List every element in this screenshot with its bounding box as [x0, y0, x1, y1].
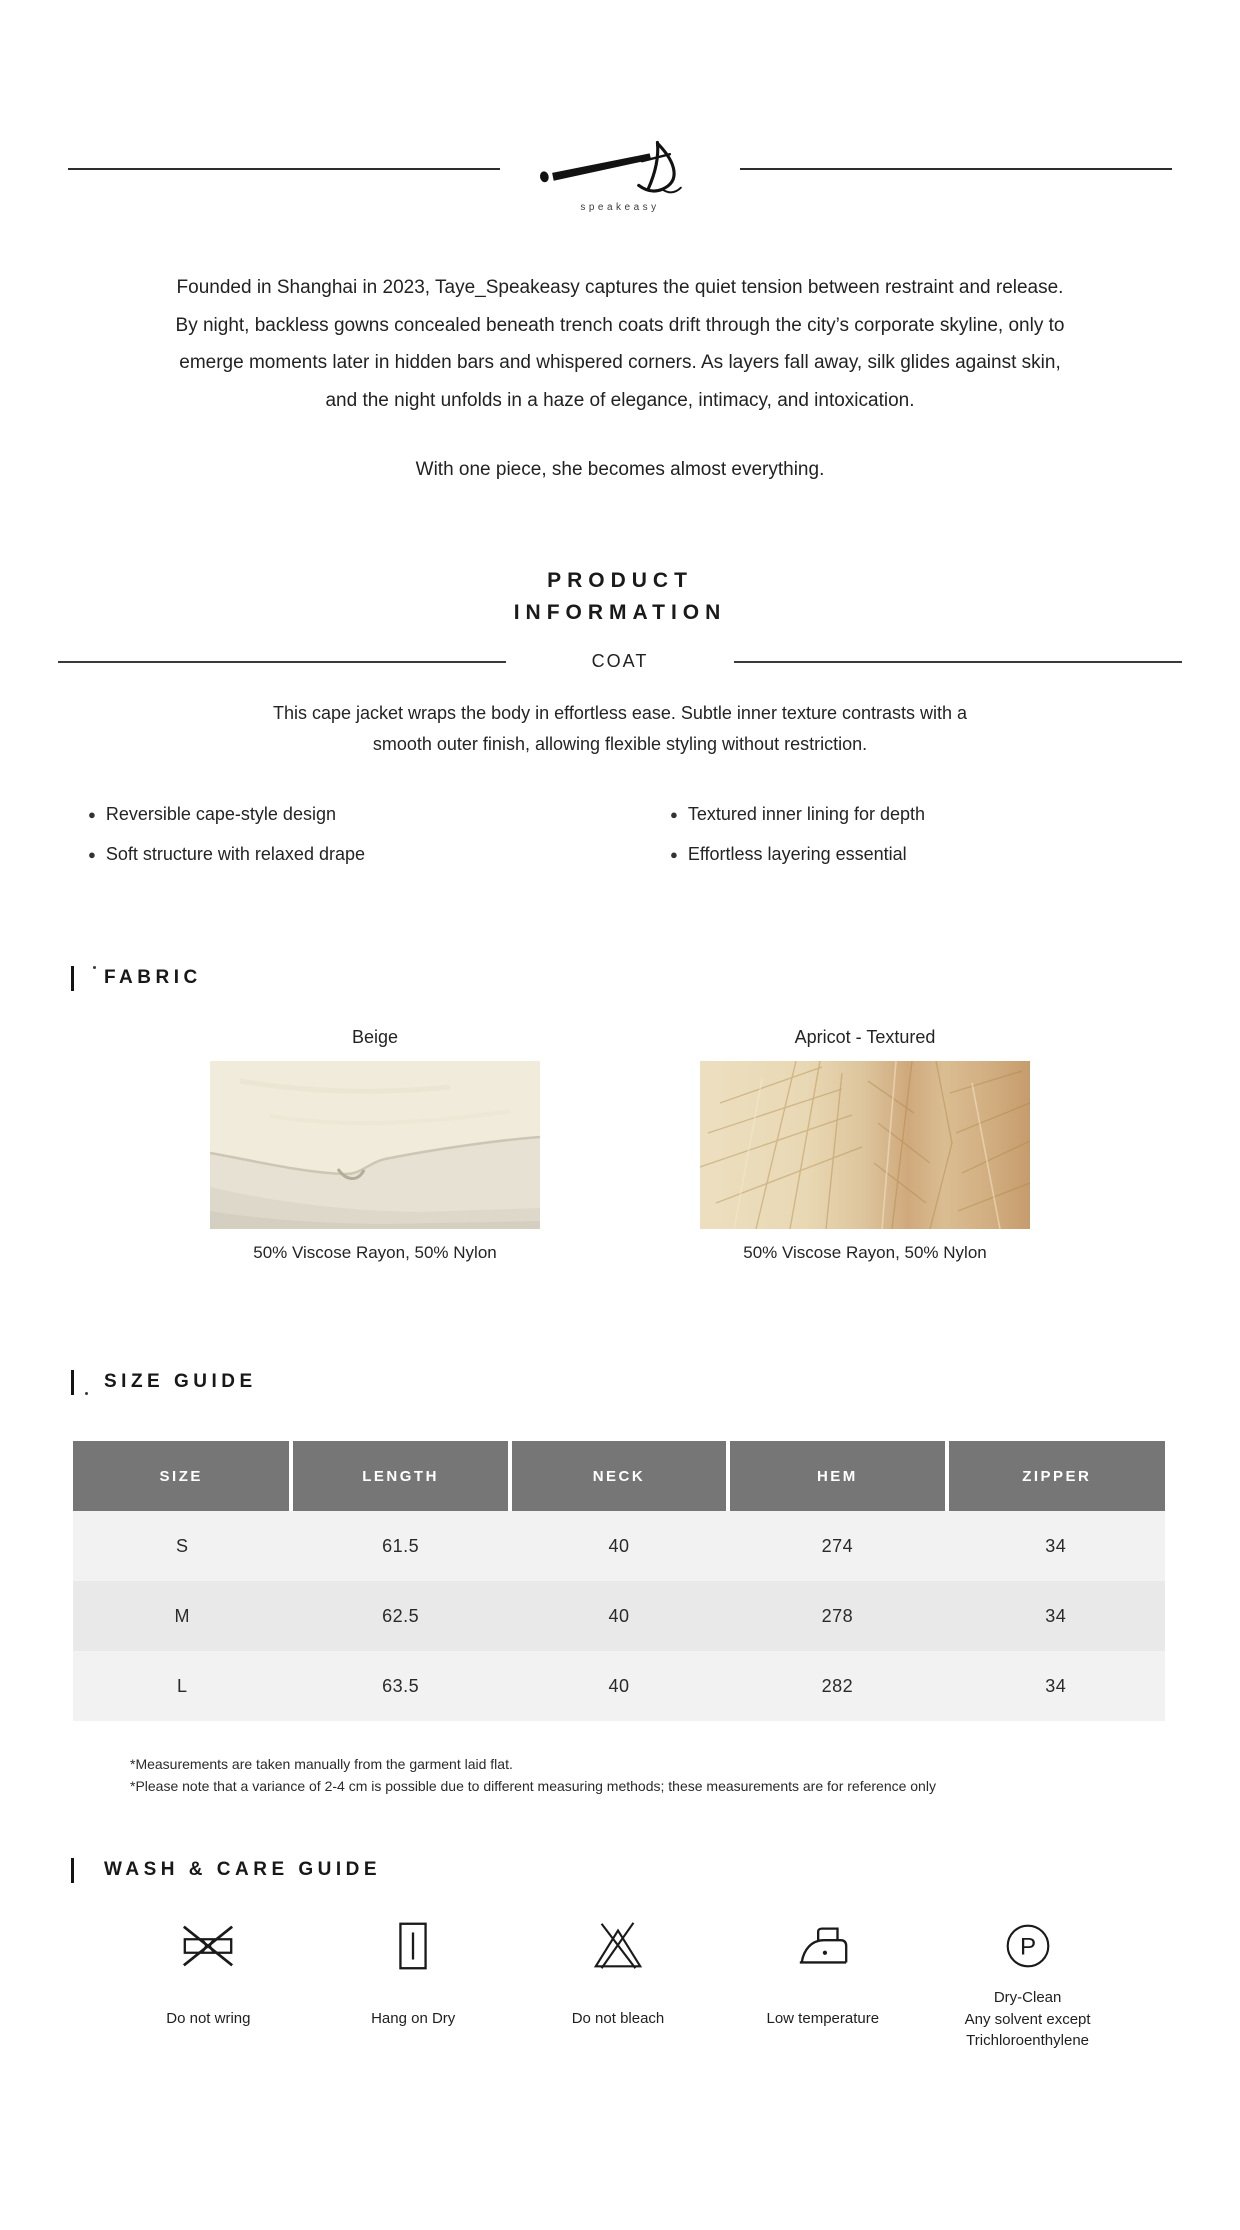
bullet-icon: ● — [88, 847, 96, 862]
brand-divider — [0, 130, 1240, 208]
fabric-swatch-beige-image — [210, 1061, 540, 1229]
column-header-hem: HEM — [728, 1441, 946, 1511]
brand-tagline: With one piece, she becomes almost everything. — [415, 459, 825, 480]
do-not-wring-icon — [179, 1917, 237, 1975]
column-header-zipper: ZIPPER — [947, 1441, 1165, 1511]
wash-care-section-heading: WASH & CARE GUIDE — [71, 1857, 1240, 1883]
fabric-composition: 50% Viscose Rayon, 50% Nylon — [743, 1243, 987, 1262]
fabric-swatch-apricot — [700, 1027, 1030, 1263]
size-table-header-row — [73, 1441, 1165, 1511]
product-information-title: PRODUCT INFORMATION — [513, 569, 727, 624]
care-item-hang-on-dry — [311, 1917, 516, 2052]
intro-line: By night, backless gowns concealed beneath trench coats drift through the city’s corporate skyline, only to — [175, 314, 1065, 336]
fabric-section-heading: FABRIC — [71, 965, 1240, 991]
fabric-swatch-grid — [0, 1027, 1240, 1263]
feature-item: ● Effortless layering essential — [670, 840, 1200, 869]
care-item-do-not-wring — [106, 1917, 311, 2052]
category-divider — [0, 651, 1240, 672]
heading-accent-bar — [71, 966, 74, 991]
do-not-bleach-icon — [589, 1917, 647, 1975]
divider-line-left — [68, 168, 500, 170]
dry-clean-p-icon — [999, 1917, 1057, 1975]
divider-line-right — [740, 168, 1172, 170]
intro-line: Founded in Shanghai in 2023, Taye_Speakeasy captures the quiet tension between restraint and release. — [176, 277, 1064, 298]
fabric-swatch-beige — [210, 1027, 540, 1263]
note-line: *Measurements are taken manually from the garment laid flat. — [130, 1756, 513, 1772]
divider-line-left — [58, 661, 506, 663]
fabric-swatch-label: Apricot - Textured — [794, 1027, 936, 1047]
column-header-length: LENGTH — [291, 1441, 509, 1511]
feature-item: ● Reversible cape-style design — [88, 800, 670, 829]
bullet-icon: ● — [670, 847, 678, 862]
table-row-size-m: M 62.5 40 278 34 — [73, 1581, 1165, 1651]
brand-intro-paragraph — [0, 269, 1240, 419]
size-guide-section-heading: SIZE GUIDE — [71, 1369, 1240, 1395]
category-label: COAT — [591, 651, 649, 671]
care-label: Low temperature — [766, 2010, 880, 2027]
feature-item: ● Textured inner lining for depth — [670, 800, 1200, 829]
care-label: Do not wring — [166, 2010, 251, 2027]
divider-line-right — [734, 661, 1182, 663]
intro-line: emerge moments later in hidden bars and whispered corners. As layers fall away, silk glides against skin, — [179, 352, 1061, 373]
feature-item: ● Soft structure with relaxed drape — [88, 840, 670, 869]
table-row-size-s: S 61.5 40 274 34 — [73, 1511, 1165, 1581]
care-item-dry-clean — [925, 1917, 1130, 2052]
intro-line: and the night unfolds in a haze of elegance, intimacy, and intoxication. — [325, 389, 915, 411]
bullet-icon: ● — [88, 807, 96, 822]
feature-list — [0, 800, 1240, 869]
care-label: Dry-Clean Any solvent except Trichloroenthylene — [964, 1989, 1091, 2049]
fabric-composition: 50% Viscose Rayon, 50% Nylon — [253, 1243, 497, 1262]
fabric-swatch-label: Beige — [351, 1027, 399, 1047]
care-label: Do not bleach — [571, 2010, 665, 2027]
care-item-do-not-bleach — [516, 1917, 721, 2052]
svg-text:P: P — [1019, 1933, 1036, 1961]
heading-accent-bar — [71, 1370, 74, 1395]
ink-dot — [93, 966, 96, 969]
brand-wordmark: speakeasy — [580, 202, 660, 213]
column-header-size: SIZE — [73, 1441, 291, 1511]
iron-low-icon — [794, 1917, 852, 1975]
care-label: Hang on Dry — [371, 2010, 456, 2027]
care-symbol-row — [106, 1917, 1130, 2052]
table-row-size-l: L 63.5 40 282 34 — [73, 1651, 1165, 1721]
measurement-notes — [130, 1753, 1130, 1797]
product-description: This cape jacket wraps the body in effortless ease. Subtle inner texture contrasts with a smooth outer finish, allowing flexible styling without restriction. — [272, 703, 968, 754]
brand-sword-logo-icon — [504, 130, 736, 208]
note-line: *Please note that a variance of 2-4 cm is possible due to different measuring methods; these measurements are for reference only — [130, 1778, 936, 1794]
column-header-neck: NECK — [510, 1441, 728, 1511]
fabric-swatch-apricot-image — [700, 1061, 1030, 1229]
hang-dry-icon — [384, 1917, 442, 1975]
care-item-low-temperature — [720, 1917, 925, 2052]
bullet-icon: ● — [670, 807, 678, 822]
heading-accent-bar — [71, 1858, 74, 1883]
ink-dot — [85, 1392, 88, 1395]
size-guide-table — [73, 1441, 1165, 1721]
